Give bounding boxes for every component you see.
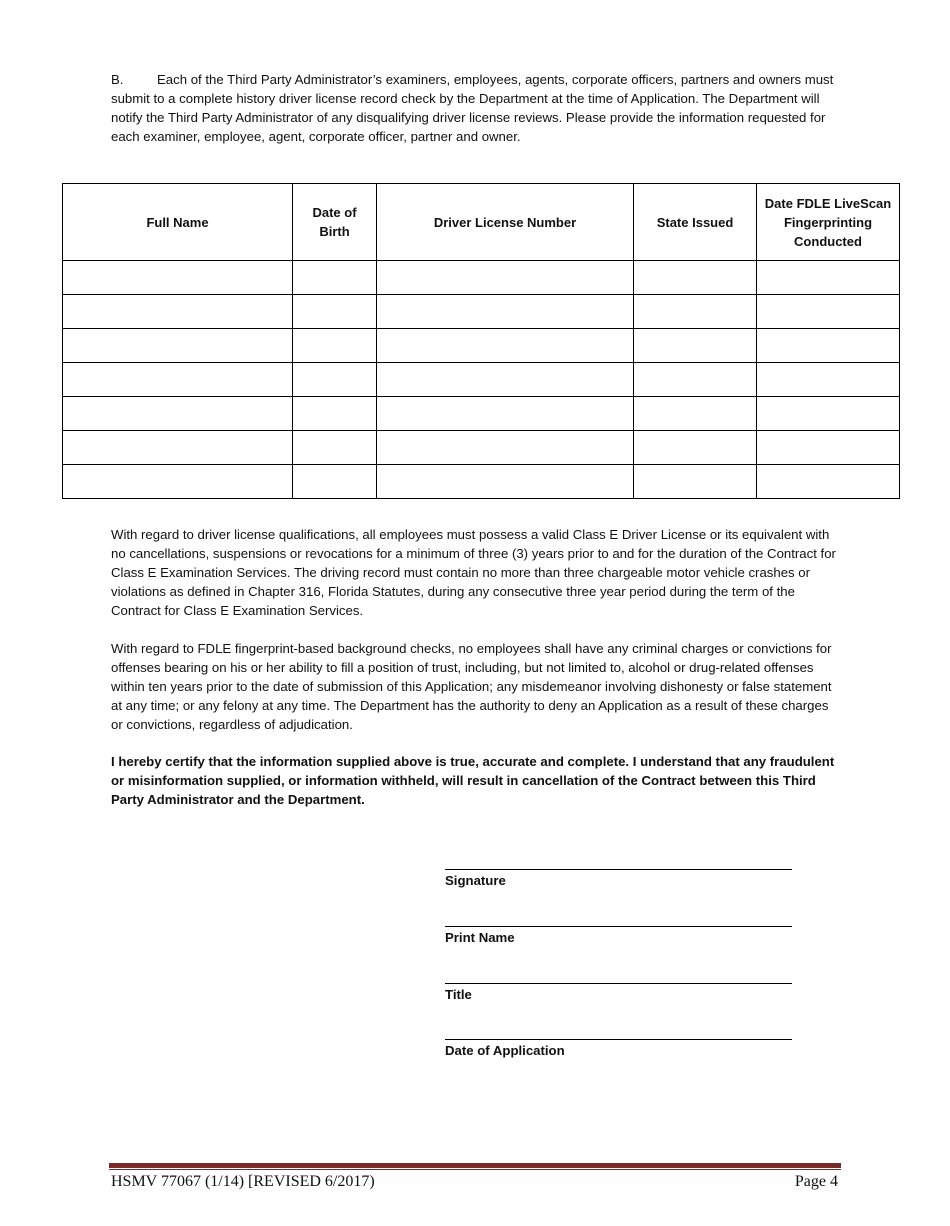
state-cell[interactable] [634,329,757,363]
state-cell[interactable] [634,431,757,465]
full-name-cell[interactable] [63,431,293,465]
print-name-label: Print Name [445,930,515,945]
license-cell[interactable] [377,329,634,363]
state-cell[interactable] [634,465,757,499]
print-name-block [445,926,793,945]
full-name-cell[interactable] [63,329,293,363]
state-cell[interactable] [634,397,757,431]
license-cell[interactable] [377,261,634,295]
signature-line[interactable] [445,869,792,870]
section-b-text: Each of the Third Party Administrator’s examiners, employees, agents, corporate officers, partners and owners must submit to a complete history driver license record check by the Department at the time of Application. The Department will notify the Third Party Administrator of any disqualifying driver license reviews. Please provide the information requested for each examiner, employee, agent, corporate officer, partner and owner. [111,72,834,144]
license-cell[interactable] [377,295,634,329]
full-name-cell[interactable] [63,465,293,499]
print-name-line[interactable] [445,926,792,927]
dob-cell[interactable] [293,465,377,499]
signature-block [445,869,793,888]
table-row [63,397,900,431]
license-cell[interactable] [377,431,634,465]
table-row [63,295,900,329]
title-line[interactable] [445,983,792,984]
fdle-date-cell[interactable] [757,397,900,431]
date-of-application-line[interactable] [445,1039,792,1040]
full-name-cell[interactable] [63,295,293,329]
driver-records-table [62,183,900,499]
form-id: HSMV 77067 (1/14) [REVISED 6/2017) [111,1173,375,1190]
full-name-cell[interactable] [63,397,293,431]
dob-cell[interactable] [293,295,377,329]
footer-rule [109,1163,841,1168]
header-fdle-date: Date FDLE LiveScan Fingerprinting Conducted [757,184,900,261]
section-b-paragraph [111,70,841,146]
table-row [63,261,900,295]
state-cell[interactable] [634,261,757,295]
section-marker: B. [111,72,124,87]
header-driver-license-number: Driver License Number [377,184,634,261]
full-name-cell[interactable] [63,363,293,397]
page-number: Page 4 [794,1173,838,1190]
table-header-row [63,184,900,261]
table-row [63,329,900,363]
table-row [63,363,900,397]
title-label: Title [445,987,472,1002]
state-cell[interactable] [634,363,757,397]
table-row [63,431,900,465]
fdle-date-cell[interactable] [757,295,900,329]
table-row [63,465,900,499]
dob-cell[interactable] [293,397,377,431]
license-cell[interactable] [377,397,634,431]
fdle-date-cell[interactable] [757,261,900,295]
date-of-application-block [445,1039,793,1058]
state-cell[interactable] [634,295,757,329]
fdle-paragraph: With regard to FDLE fingerprint-based background checks, no employees shall have any criminal charges or convictions for offenses bearing on his or her ability to fill a position of trust, including, but not limited to, alcohol or drug-related offenses within ten years prior to the date of submission of this Application; any misdemeanor involving dishonesty or false statement at any time; or any felony at any time. The Department has the authority to deny an Application as a result of these charges or convictions, regardless of adjudication. [111,641,832,732]
footer-rule-thin [109,1169,841,1170]
fdle-date-cell[interactable] [757,431,900,465]
full-name-cell[interactable] [63,261,293,295]
fdle-date-cell[interactable] [757,329,900,363]
header-state-issued: State Issued [634,184,757,261]
signature-label: Signature [445,873,506,888]
fdle-date-cell[interactable] [757,363,900,397]
certification-statement: I hereby certify that the information supplied above is true, accurate and complete. I understand that any fraudulent or misinformation supplied, or information withheld, will result in cancellation of the Contract between this Third Party Administrator and the Department. [111,754,835,807]
date-of-application-label: Date of Application [445,1043,565,1058]
dob-cell[interactable] [293,431,377,465]
license-cell[interactable] [377,363,634,397]
dob-cell[interactable] [293,363,377,397]
fdle-date-cell[interactable] [757,465,900,499]
dob-cell[interactable] [293,329,377,363]
title-block [445,983,793,1002]
header-date-of-birth: Date of Birth [293,184,377,261]
header-full-name: Full Name [63,184,293,261]
license-cell[interactable] [377,465,634,499]
dob-cell[interactable] [293,261,377,295]
qualifications-paragraph: With regard to driver license qualifications, all employees must possess a valid Class E Driver License or its equivalent with no cancellations, suspensions or revocations for a minimum of three (3) years prior to and for the duration of the Contract for Class E Examination Services. The driving record must contain no more than three chargeable motor vehicle crashes or violations as defined in Chapter 316, Florida Statutes, during any consecutive three year period during the term of the Contract for Class E Examination Services. [111,527,836,618]
